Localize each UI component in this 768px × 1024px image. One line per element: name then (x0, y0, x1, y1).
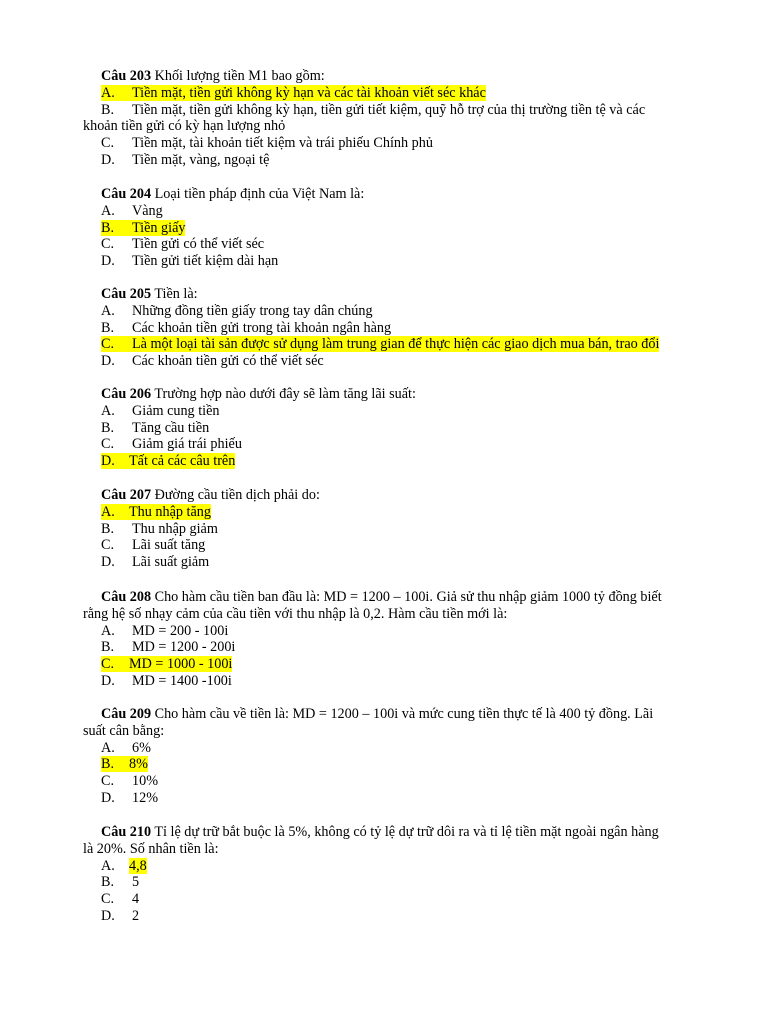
option-text-continuation: khoản tiền gửi có kỳ hạn lượng nhỏ (83, 118, 286, 135)
answer-option-b (83, 521, 723, 538)
option-text: 10% (132, 773, 159, 790)
answer-option-a (83, 504, 723, 521)
option-text: Tiền gửi tiết kiệm dài hạn (132, 253, 279, 270)
question-text: Tiền là: (154, 286, 198, 302)
option-text: Tăng cầu tiền (132, 419, 210, 436)
question-text: Cho hàm cầu về tiền là: MD = 1200 – 100i và mức cung tiền thực tế là 400 tỷ đồng. Lãi (154, 706, 654, 722)
answer-option-b (83, 320, 723, 337)
question-number: Câu 204 (101, 186, 152, 202)
highlighted-answer (101, 453, 235, 469)
option-text: Lãi suất giảm (132, 554, 210, 571)
option-text: MD = 1200 - 200i (132, 639, 236, 656)
highlighted-answer (101, 756, 148, 772)
option-letter: D. (101, 353, 115, 370)
answer-option-c (83, 135, 723, 152)
answer-content (101, 874, 139, 890)
option-letter: A. (101, 402, 115, 419)
highlighted-answer (101, 85, 486, 101)
question-text: Trường hợp nào dưới đây sẽ làm tăng lãi suất: (154, 386, 416, 402)
option-text: 2 (132, 907, 140, 924)
highlighted-answer (101, 858, 147, 874)
question-number: Câu 210 (101, 824, 152, 840)
question-text: Tỉ lệ dự trữ bắt buộc là 5%, không có tỷ lệ dự trữ dôi ra và tỉ lệ tiền mặt ngoài ngân hàng (154, 824, 659, 840)
question-stem (83, 386, 723, 403)
question-text: suất cân bằng: (83, 722, 165, 739)
question-block (83, 68, 723, 169)
answer-content (101, 623, 228, 639)
option-text: Tiền mặt, tiền gửi không kỳ hạn và các tài khoản viết séc khác (132, 84, 486, 101)
option-text: Vàng (132, 202, 163, 219)
option-letter: A. (101, 857, 115, 874)
answer-option-c (83, 336, 723, 353)
option-letter: C. (101, 336, 115, 353)
option-text: 4,8 (129, 857, 147, 874)
option-text: Lãi suất tăng (132, 537, 206, 554)
question-stem (83, 186, 723, 203)
highlighted-answer (101, 336, 659, 352)
question-number: Câu 205 (101, 286, 152, 302)
option-text: Giảm cung tiền (132, 402, 220, 419)
answer-content (101, 891, 139, 907)
option-letter: A. (101, 503, 115, 520)
question-stem (83, 487, 723, 504)
question-stem-continuation (83, 606, 723, 623)
option-text: MD = 1400 -100i (132, 672, 232, 689)
option-letter: D. (101, 907, 115, 924)
answer-content (101, 320, 391, 336)
answer-option-c (83, 773, 723, 790)
question-stem (83, 286, 723, 303)
answer-content (101, 908, 139, 924)
answer-content (101, 135, 433, 151)
option-letter: D. (101, 253, 115, 270)
option-text: 4 (132, 891, 140, 908)
answer-content (101, 403, 219, 419)
option-letter: D. (101, 789, 115, 806)
option-text: MD = 1000 - 100i (129, 656, 233, 673)
option-letter: D. (101, 453, 115, 470)
answer-option-c (83, 236, 723, 253)
option-text: Tiền gửi có thể viết séc (132, 236, 265, 253)
option-letter: C. (101, 135, 115, 152)
option-letter: B. (101, 756, 115, 773)
question-stem-continuation (83, 841, 723, 858)
answer-content (101, 639, 235, 655)
answer-content (101, 773, 158, 789)
option-letter: D. (101, 672, 115, 689)
question-number: Câu 206 (101, 386, 152, 402)
option-text: 6% (132, 739, 151, 756)
answer-option-a (83, 623, 723, 640)
answer-option-d (83, 253, 723, 270)
answer-option-d (83, 353, 723, 370)
question-number: Câu 207 (101, 487, 152, 503)
answer-option-a (83, 303, 723, 320)
answer-option-d (83, 453, 723, 470)
question-stem (83, 706, 723, 723)
answer-content (101, 790, 158, 806)
answer-content (101, 303, 373, 319)
answer-content (101, 554, 209, 570)
option-text: 12% (132, 789, 159, 806)
option-letter: C. (101, 236, 115, 253)
answer-content (101, 152, 269, 168)
option-letter: B. (101, 101, 115, 118)
question-stem (83, 824, 723, 841)
answer-option-a (83, 203, 723, 220)
answer-option-b (83, 102, 723, 119)
option-text: Các khoản tiền gửi có thể viết séc (132, 353, 324, 370)
option-letter: A. (101, 302, 115, 319)
answer-content (101, 203, 163, 219)
option-text: Tiền mặt, tiền gửi không kỳ hạn, tiền gửi tiết kiệm, quỹ hỗ trợ của thị trường tiền tệ và các (132, 101, 646, 118)
option-letter: C. (101, 436, 115, 453)
answer-content (101, 102, 645, 118)
question-block (83, 386, 723, 470)
option-letter: B. (101, 520, 115, 537)
option-letter: B. (101, 639, 115, 656)
option-letter: B. (101, 874, 115, 891)
answer-content (101, 420, 209, 436)
option-letter: A. (101, 202, 115, 219)
answer-option-d (83, 673, 723, 690)
option-letter: A. (101, 739, 115, 756)
answer-option-b (83, 220, 723, 237)
answer-option-c (83, 656, 723, 673)
answer-option-a (83, 740, 723, 757)
option-letter: D. (101, 151, 115, 168)
question-number: Câu 209 (101, 706, 152, 722)
answer-content (101, 253, 278, 269)
question-number: Câu 208 (101, 589, 152, 605)
answer-option-a (83, 85, 723, 102)
question-number: Câu 203 (101, 68, 152, 84)
answer-content (101, 521, 218, 537)
option-text: Giảm giá trái phiếu (132, 436, 242, 453)
answer-option-b (83, 420, 723, 437)
option-letter: C. (101, 656, 115, 673)
answer-option-c (83, 891, 723, 908)
answer-option-b (83, 756, 723, 773)
highlighted-answer (101, 220, 185, 236)
option-letter: B. (101, 219, 115, 236)
answer-content (101, 537, 205, 553)
answer-option-d (83, 554, 723, 571)
question-block (83, 286, 723, 370)
question-stem (83, 589, 723, 606)
answer-option-c (83, 537, 723, 554)
highlighted-answer (101, 656, 232, 672)
question-text: Khối lượng tiền M1 bao gồm: (154, 68, 325, 84)
question-text: rằng hệ số nhạy cảm của cầu tiền với thu nhập là 0,2. Hàm cầu tiền mới là: (83, 605, 508, 622)
option-letter: A. (101, 84, 115, 101)
question-text: Đường cầu tiền dịch phải do: (154, 487, 320, 503)
answer-content (101, 673, 232, 689)
option-text: 5 (132, 874, 140, 891)
question-block (83, 487, 723, 571)
highlighted-answer (101, 504, 211, 520)
option-text: Các khoản tiền gửi trong tài khoản ngân hàng (132, 319, 392, 336)
question-stem-continuation (83, 723, 723, 740)
option-text: Tiền giấy (132, 219, 186, 236)
answer-content (101, 740, 151, 756)
option-text: Thu nhập giảm (132, 520, 218, 537)
question-text: Loại tiền pháp định của Việt Nam là: (154, 186, 365, 202)
option-letter: C. (101, 537, 115, 554)
option-text: Tiền mặt, tài khoản tiết kiệm và trái phiếu Chính phủ (132, 135, 433, 152)
option-letter: C. (101, 891, 115, 908)
option-letter: C. (101, 773, 115, 790)
answer-option-d (83, 790, 723, 807)
option-letter: A. (101, 622, 115, 639)
answer-option-c (83, 436, 723, 453)
option-letter: B. (101, 319, 115, 336)
answer-content (101, 236, 264, 252)
option-text: Tiền mặt, vàng, ngoại tệ (132, 151, 270, 168)
answer-content (101, 436, 242, 452)
option-text: 8% (129, 756, 148, 773)
answer-option-b (83, 639, 723, 656)
option-text: Những đồng tiền giấy trong tay dân chúng (132, 302, 373, 319)
option-text: MD = 200 - 100i (132, 622, 229, 639)
option-text: Là một loại tài sản được sử dụng làm trung gian để thực hiện các giao dịch mua bán, trao đổi (132, 336, 660, 353)
question-text: là 20%. Số nhân tiền là: (83, 840, 219, 857)
option-letter: B. (101, 419, 115, 436)
question-block (83, 186, 723, 270)
question-block (83, 706, 723, 807)
question-text: Cho hàm cầu tiền ban đầu là: MD = 1200 – 100i. Giả sử thu nhập giảm 1000 tỷ đồng biết (154, 589, 662, 605)
answer-option-d (83, 908, 723, 925)
option-text: Tất cả các câu trên (129, 453, 236, 470)
answer-option-a (83, 858, 723, 875)
answer-option-a (83, 403, 723, 420)
answer-option-b (83, 874, 723, 891)
answer-option-d (83, 152, 723, 169)
question-stem (83, 68, 723, 85)
answer-content (101, 353, 324, 369)
question-block (83, 824, 723, 925)
option-text: Thu nhập tăng (129, 503, 211, 520)
question-block (83, 589, 723, 690)
option-letter: D. (101, 554, 115, 571)
